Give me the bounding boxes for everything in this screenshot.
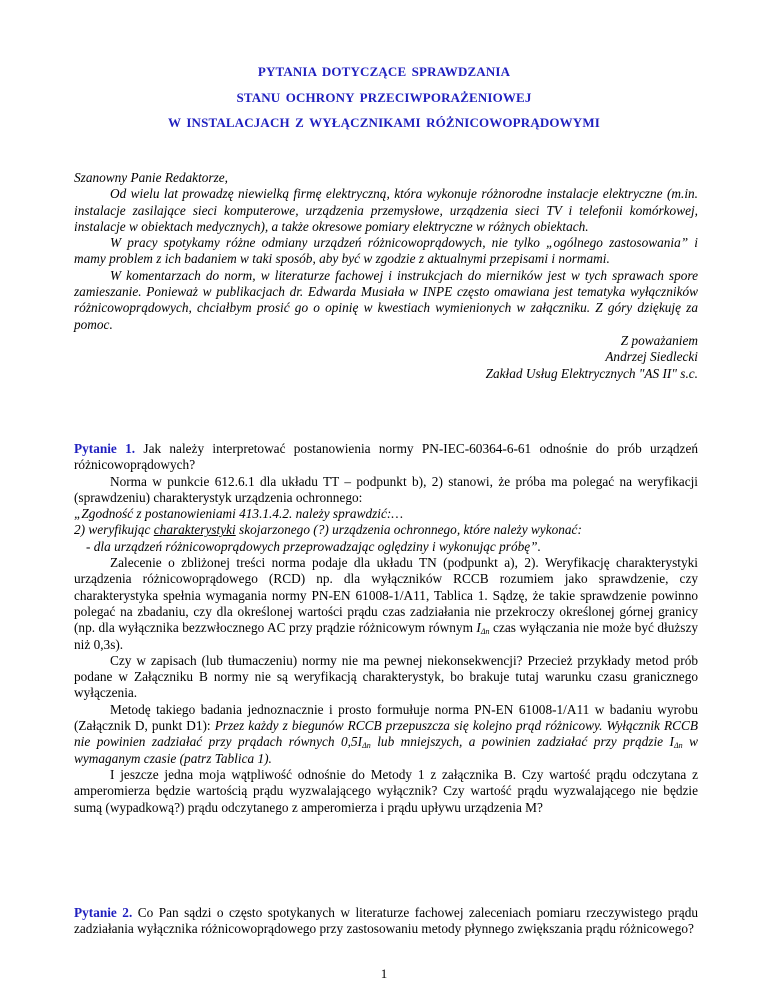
letter-paragraph-3: W komentarzach do norm, w literaturze fachowej i instrukcjach do mierników jest w tych sprawach spore zamieszanie. Ponieważ w publikacjach dr. Edwarda Musiała w INPE często omawiana jest tematyka wyłączników różnicowoprądowych, chciałbym prosić go o opinię w kwestiach wymienionych w załączniku. Z góry dziękuję za pomoc.: [74, 267, 698, 332]
letter-paragraph-1: Od wielu lat prowadzę niewielką firmę elektryczną, która wykonuje różnorodne instalacje elektryczne (m.in. instalacje zasilające sieci komputerowe, urządzenia przemysłowe, urządzenia sieci TV i telefonii komórkowej, instalacje w obiektach medycznych), a także okresowe pomiary elektryczne w różnych obiektach.: [74, 186, 698, 234]
signature-company: Zakład Usług Elektrycznych "AS II" s.c.: [485, 365, 698, 381]
q1-paragraph-5: I jeszcze jedna moja wątpliwość odnośnie do Metody 1 z załącznika B. Czy wartość prądu odczytana z amperomierza będzie wartością prądu wyzwalającego wyłącznik? Czy wartość prądu wyzwalającego nie będzie sumą (wypadkową?) prądu odczytanego z amperomierza i prądu upływu urządzenia M?: [74, 766, 698, 815]
q1-paragraph-3: Czy w zapisach (lub tłumaczeniu) normy nie ma pewnej niekonsekwencji? Przecież przykłady metod prób podane w Załączniku B normy nie są weryfikacją charakterystyk, bo brakuje tutaj warunku czasu granicznego wyłączenia.: [74, 652, 698, 701]
title-line-1: PYTANIA DOTYCZĄCE SPRAWDZANIA: [257, 64, 511, 79]
q1-quote-1: „Zgodność z postanowieniami 413.1.4.2. należy sprawdzić:…: [74, 506, 404, 522]
symbol-i-delta-n: $I_{\Delta n}$: [476, 620, 490, 637]
q1-quote-2: 2) weryfikując charakterystyki skojarzonego (?) urządzenia ochronnego, które należy wykonać:: [74, 522, 582, 538]
question-2-section: [74, 905, 698, 938]
question-2-label: Pytanie 2.: [74, 905, 133, 920]
q1-quote-3: - dla urządzeń różnicowoprądowych przeprowadzając oględziny i wykonując próbę”.: [86, 538, 541, 554]
q1-paragraph-4: Metodę takiego badania jednoznacznie i prosto formułuje norma PN-EN 61008-1/A11 w badaniu wyrobu (Załącznik D, punkt D1): Przez każdy z biegunów RCCB przepuszcza się kolejno prąd różnicowy. Wyłącznik RCCB nie powinien zadziałać przy prądach równych $0,5I_{\Delta n}$ lub mniejszych, a powinien zadziałać przy prądzie $I_{\Delta n}$ w wymaganym czasie (patrz Tablica 1).: [74, 701, 698, 766]
question-2: [74, 905, 698, 938]
question-1: [74, 441, 698, 474]
letter-section: [74, 170, 698, 382]
document-title: [0, 64, 768, 141]
page-number: 1: [380, 966, 388, 981]
q1-paragraph-2: Zalecenie o zbliżonej treści norma podaje dla układu TN (podpunkt a), 2). Weryfikację charakterystyki urządzenia różnicowoprądowego (RCD) np. dla wyłączników RCCB rozumiem jako sprawdzenie, czy charakterystyka spełnia wymagania normy PN-EN 61008-1/A11, Tablica 1. Sądzę, że takie sprawdzenie powinno polegać na zbadaniu, czy dla określonej wartości prądu czas zadziałania nie przekroczy określonej górnej granicy (np. dla wyłącznika bezzwłocznego AC przy prądzie różnicowym równym $I_{\Delta n}$ czas wyłączania nie może być dłuższy niż 0,3s).: [74, 555, 698, 652]
title-line-2: STANU OCHRONY PRZECIWPORAŻENIOWEJ: [236, 89, 532, 105]
symbol-i-delta-n: $I_{\Delta n}$: [357, 734, 371, 751]
salutation: Szanowny Panie Redaktorze,: [74, 170, 228, 185]
question-2-text: Co Pan sądzi o często spotykanych w literaturze fachowej zaleceniach pomiaru rzeczywistego prądu zadziałania wyłącznika różnicowoprądowego przy zastosowaniu metody płynnego zwiększania prądu różnicowego?: [74, 905, 698, 937]
signature-name: Andrzej Siedlecki: [605, 349, 698, 365]
letter-paragraph-2: W pracy spotykamy różne odmiany urządzeń różnicowoprądowych, nie tylko „ogólnego zastosowania” i mamy problem z ich badaniem w taki sposób, aby być w zgodzie z aktualnymi przepisami i normami.: [74, 235, 698, 267]
title-line-3: W INSTALACJACH Z WYŁĄCZNIKAMI RÓŻNICOWOPRĄDOWYMI: [168, 115, 600, 130]
closing: Z poważaniem: [620, 332, 698, 348]
q1-paragraph-1: Norma w punkcie 612.6.1 dla układu TT – podpunkt b), 2) stanowi, że próba ma polegać na weryfikacji (sprawdzeniu) charakterystyk urządzenia ochronnego:: [74, 473, 698, 505]
symbol-i-delta-n: $I_{\Delta n}$: [669, 734, 683, 751]
question-1-label: Pytanie 1.: [74, 441, 136, 456]
underlined-term: charakterystyki: [153, 522, 236, 538]
question-1-text: Jak należy interpretować postanowienia normy PN-IEC-60364-6-61 odnośnie do prób urządzeń różnicowoprądowych?: [74, 441, 699, 473]
question-1-section: [74, 441, 698, 816]
